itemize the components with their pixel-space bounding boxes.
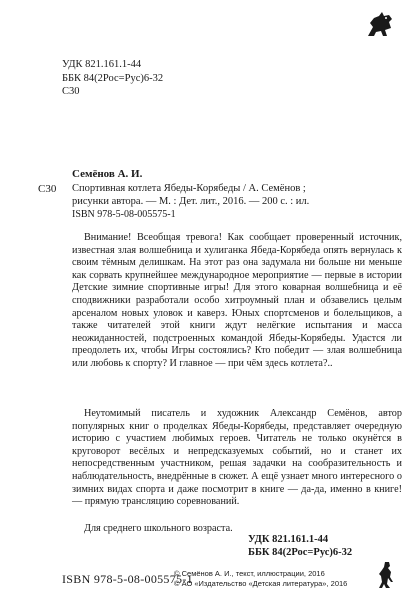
copyright-text: © Семёнов А. И., текст, иллюстрации, 2016 xyxy=(174,569,325,578)
about-author-paragraph: Неутомимый писатель и художник Александр Семёнов, автор популярных книг о проделках Ябеды-Корябеды, представляет очередную историю с участием любимых героев. Читатель не только окунётся в круговорот весёлых и непредсказуемых событий, но и станет их непосредственным участником, решая задачки на сообразительность и наблюдательность, внедрённые в сюжет. А ещё узнает много интересного о зимних видах спорта и даже посмотрит в книге — да-да, именно в книге! — прямую трансляцию соревнований. xyxy=(72,408,402,508)
bbk-code: ББК 84(2Рос=Рус)6-32 xyxy=(62,72,164,84)
author-name: Семёнов А. И. xyxy=(72,168,143,180)
footer-isbn: ISBN 978-5-08-005575-1 xyxy=(62,572,193,586)
bibliographic-description xyxy=(72,182,402,208)
footer-classification xyxy=(248,533,352,559)
copyright-publisher: © АО «Издательство «Детская литература», 2016 xyxy=(174,579,348,588)
title-line-2: рисунки автора. — М. : Дет. лит., 2016. — 200 с. : ил. xyxy=(72,196,310,207)
entry-isbn: ISBN 978-5-08-005575-1 xyxy=(72,209,176,220)
footer-udk: УДК 821.161.1-44 xyxy=(248,534,329,545)
mascot-figure-icon xyxy=(376,560,398,590)
annotation-paragraph: Внимание! Всеобщая тревога! Как сообщает проверенный источник, известная злая волшебница и хулиганка Ябеда-Корябеда опять вернулась к своим тёмным делишкам. На этот раз она задумала ни больше ни меньше как сорвать крупнейшее международное мероприятие — первые в истории Детские зимние спортивные игры! Для этого коварная волшебница и её сподвижники разработали особо хитроумный план и обзавелись целым арсеналом новых уловок и каверз. Юных спортсменов и болельщиков, а также читателей этой книги ждут нелёгкие испытания и масса неожиданностей, подстроенных командой Ябеды-Корябеды. Удастся ли преодолеть их, чтобы Игры состоялись? Кто победит — злая волшебница или любовь к спорту? И главное — при чём здесь котлета?.. xyxy=(72,232,402,369)
publisher-mascot-icon xyxy=(365,10,395,38)
footer-bbk: ББК 84(2Рос=Рус)6-32 xyxy=(248,547,353,558)
udk-code: УДК 821.161.1-44 xyxy=(62,59,142,70)
author-mark-side: С30 xyxy=(38,183,57,195)
classification-block xyxy=(62,58,163,99)
age-rating: Для среднего школьного возраста. xyxy=(84,523,233,534)
author-mark: С30 xyxy=(62,86,80,97)
copyright-block xyxy=(174,569,347,589)
title-line-1: Спортивная котлета Ябеды-Корябеды / А. Семёнов ; xyxy=(72,183,306,194)
